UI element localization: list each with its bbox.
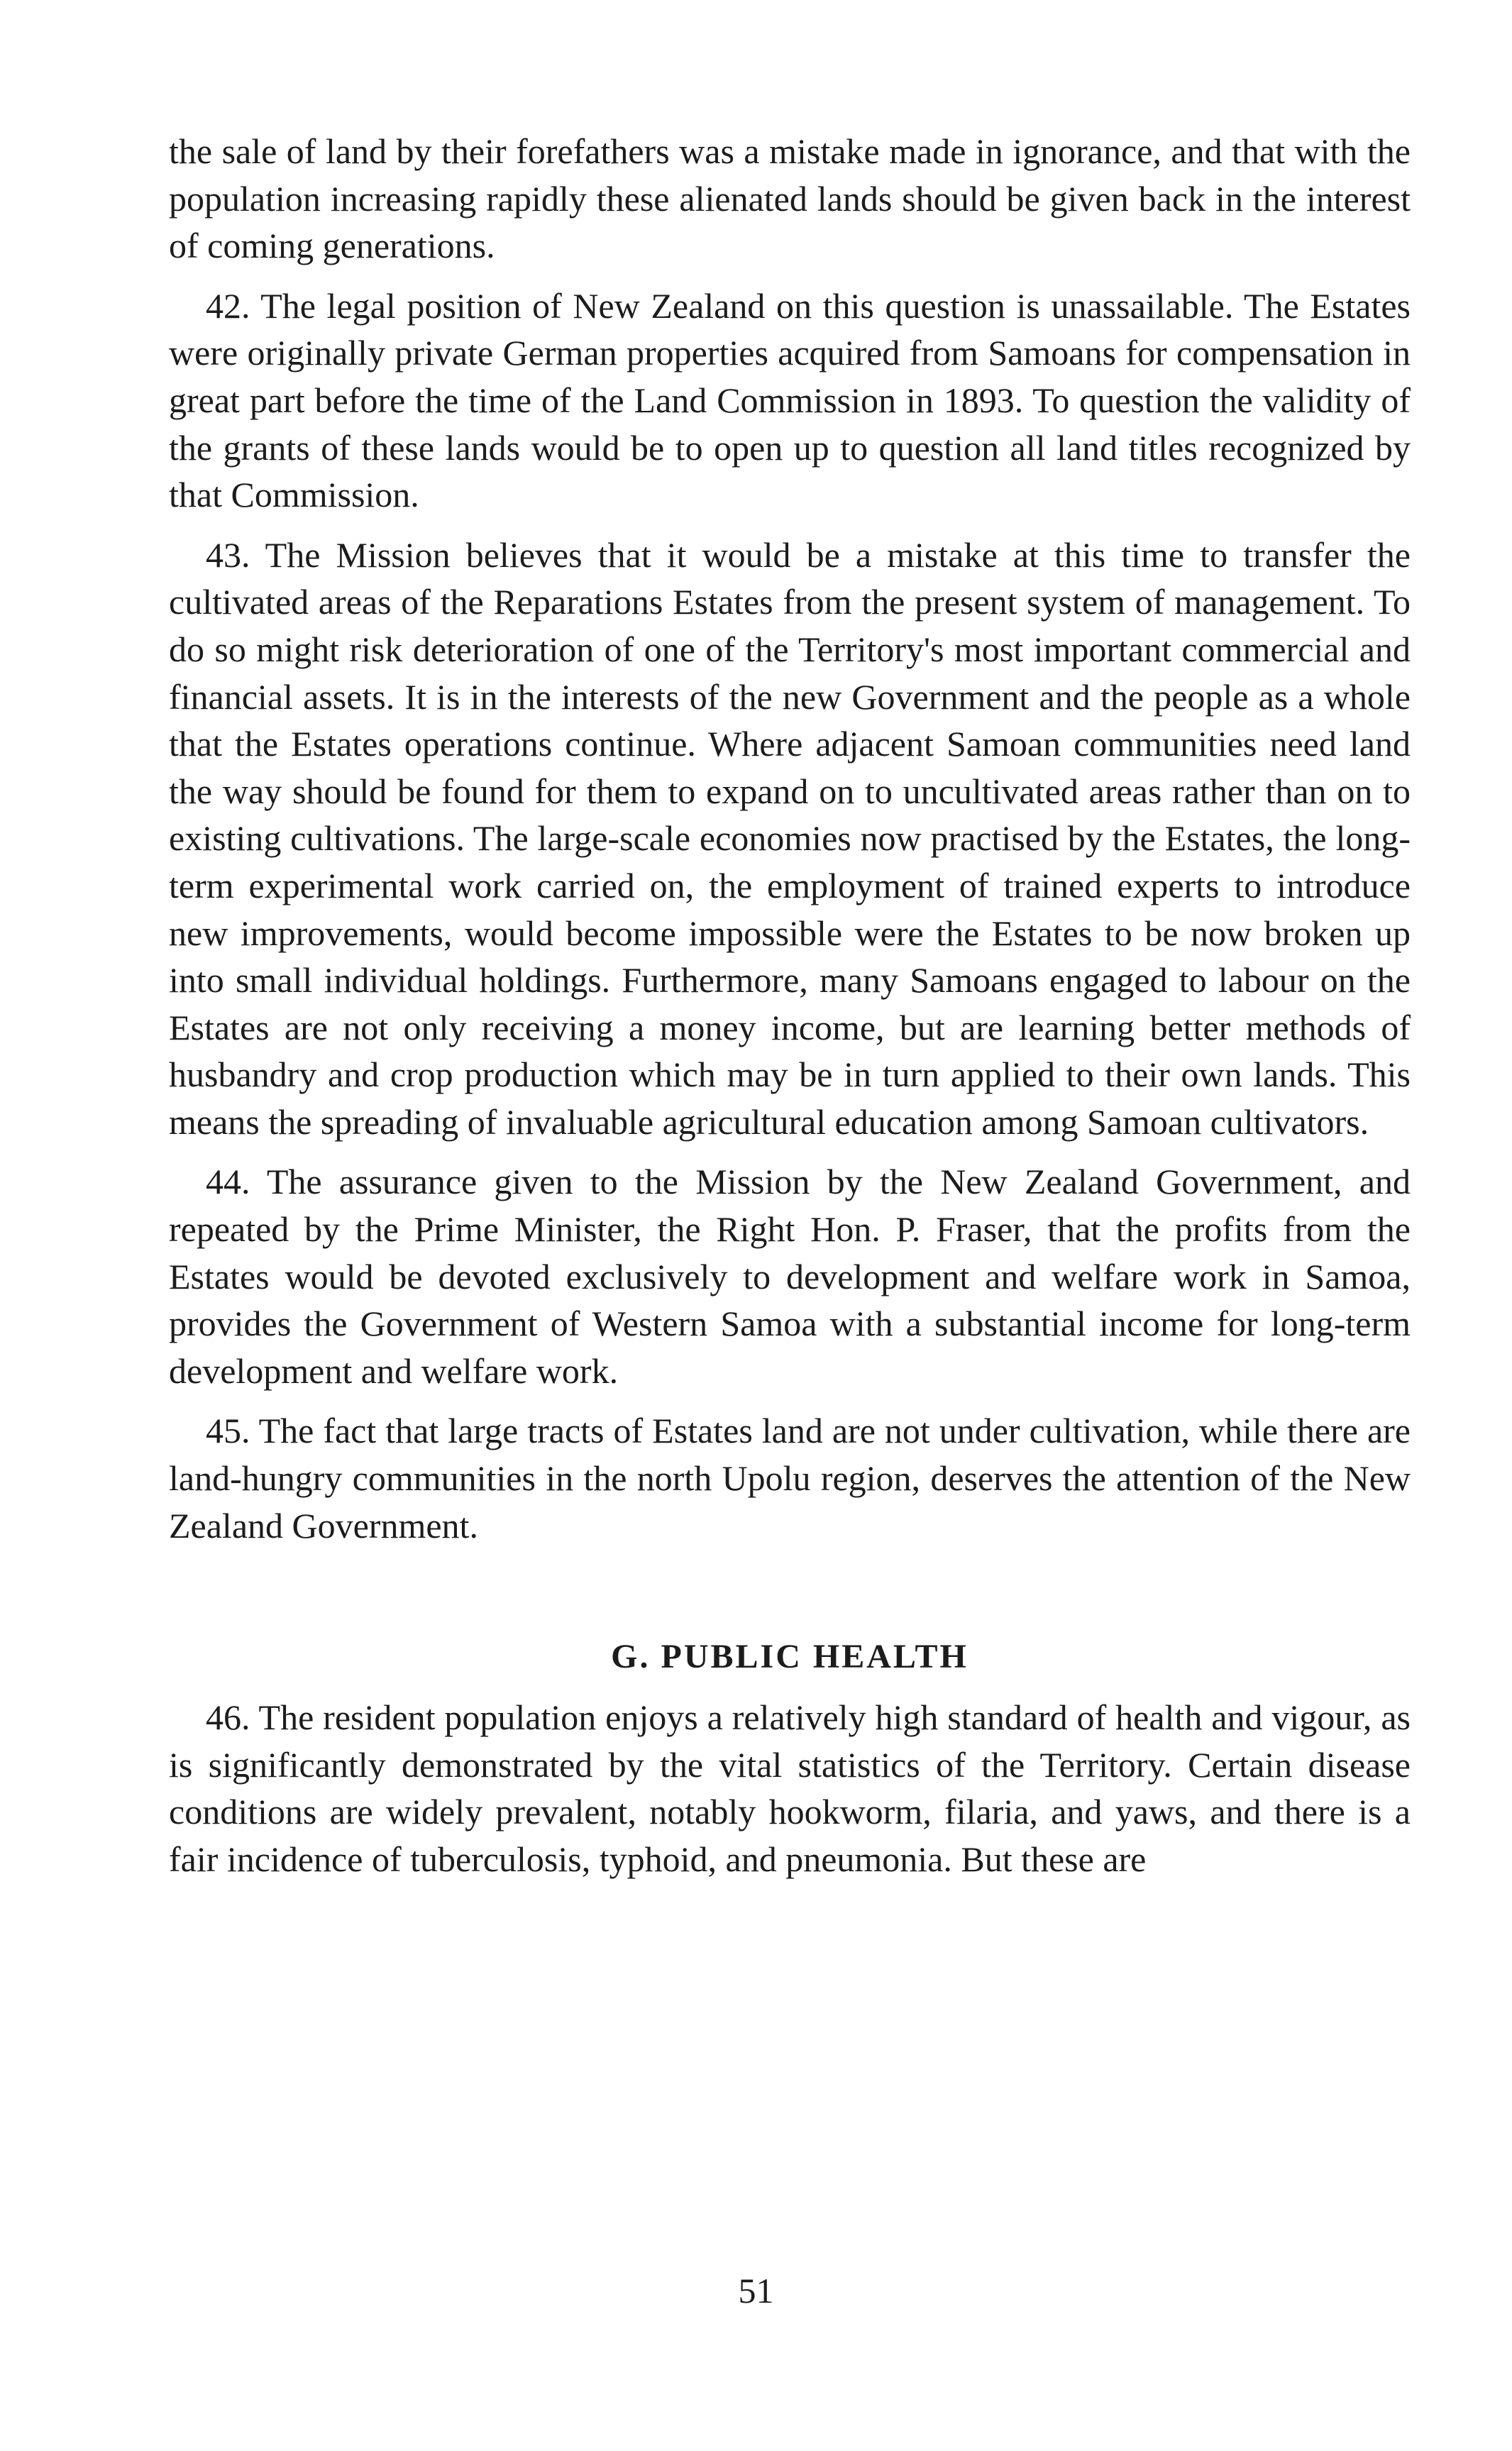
section-heading: G. PUBLIC HEALTH [611, 1638, 969, 1676]
paragraph-46: 46. The resident population enjoys a relatively high standard of health and vigour, as is significantly demonstrated by the vital statistics of the Territory. Certain disease conditions are widely prevalent, notably hookworm, filaria, and yaws, and there is a fair incidence of tuberculosis, typhoid, and pneumonia. But these are [169, 1697, 1411, 1879]
paragraph-44: 44. The assurance given to the Mission by the New Zealand Government, and repeated by the Prime Minister, the Right Hon. P. Fraser, that the profits from the Estates would be devoted exclusively to development and welfare work in Samoa, provides the Government of Western Samoa with a substantial income for long-term development and welfare work. [169, 1162, 1411, 1391]
paragraph-45: 45. The fact that large tracts of Estates land are not under cultivation, while there are land-hungry communities in the north Upolu region, deserves the attention of the New Zealand Government. [169, 1411, 1411, 1546]
paragraph-43: 43. The Mission believes that it would be a mistake at this time to transfer the cultivated areas of the Reparations Estates from the present system of management. To do so might risk deterioration of one of the Territory's most important commercial and financial assets. It is in the interests of the new Government and the people as a whole that the Estates operations continue. Where adjacent Samoan communities need land the way should be found for them to expand on to uncultivated areas rather than on to existing cultivations. The large-scale economies now practised by the Estates, the long-term experimental work carried on, the employment of trained experts to introduce new improvements, would become impossible were the Estates to be now broken up into small individual holdings. Furthermore, many Samoans engaged to labour on the Estates are not only receiving a money income, but are learning better methods of husbandry and crop production which may be in turn applied to their own lands. This means the spreading of invaluable agricultural education among Samoan cultivators. [169, 534, 1411, 1142]
page-number: 51 [738, 2271, 774, 2310]
paragraph-continued: the sale of land by their forefathers was a mistake made in ignorance, and that with the population increasing rapidly these alienated lands should be given back in the interest of coming generations. [169, 131, 1411, 266]
paragraph-42: 42. The legal position of New Zealand on this question is unassailable. The Estates were originally private German properties acquired from Samoans for compensation in great part before the time of the Land Commission in 1893. To question the validity of the grants of these lands would be to open up to question all land titles recognized by that Commission. [169, 285, 1411, 515]
document-page [169, 128, 1411, 1896]
